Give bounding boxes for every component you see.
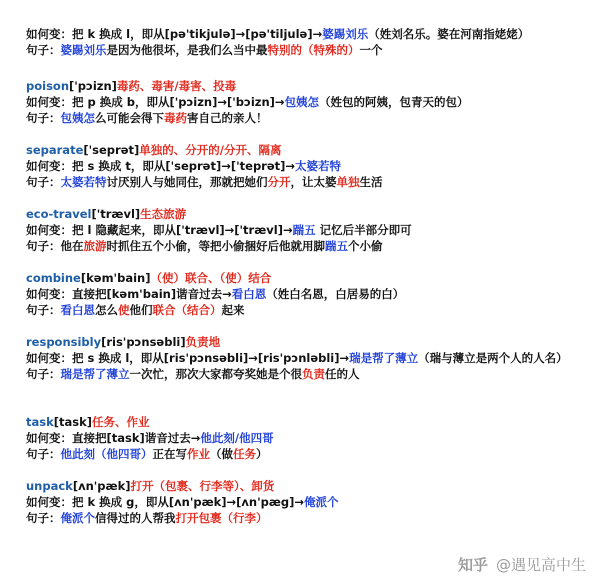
text-segment: 如何变：直接把[task]谐音过去→	[26, 431, 201, 445]
mnemonic-highlight: 看白恩	[60, 303, 95, 317]
mnemonic-highlight: 包姨怎	[284, 95, 320, 109]
meaning-highlight: 单独的、分开的/分开、隔离	[139, 143, 282, 157]
meaning-highlight: 作业	[187, 447, 210, 461]
text-segment: [kəm'bain]	[80, 271, 151, 285]
mnemonic-highlight: 他此刻（他四哥）	[60, 447, 153, 461]
text-segment: （姓包的阿姨，包青天的包）	[319, 95, 469, 109]
text-segment: 句子：	[26, 511, 61, 525]
entry-line	[26, 334, 586, 350]
entry-line	[26, 158, 586, 174]
meaning-highlight: 生态旅游	[140, 207, 187, 221]
text-segment: 么可能会得下	[95, 111, 164, 125]
mnemonic-highlight: 看白恩	[231, 287, 267, 301]
mnemonic-highlight: 瑞是帮了薄立	[60, 367, 130, 381]
meaning-highlight: 打开（包裹、行李等）、卸货	[130, 479, 275, 493]
entry-line	[26, 206, 586, 222]
text-segment: 信得过的人帮我	[95, 511, 176, 525]
entry-line	[26, 174, 586, 190]
entry-line	[26, 350, 586, 366]
entry-line	[26, 238, 586, 254]
text-segment: 起来	[221, 303, 245, 317]
text-segment: 句子：	[26, 447, 61, 461]
text-segment: 句子：	[26, 303, 61, 317]
entry-line	[26, 430, 586, 446]
text-segment: 时抓住五个小偷，等把小偷捆好后他就用脚	[106, 239, 325, 253]
entry-separate	[26, 142, 586, 190]
text-segment: （做	[210, 447, 233, 461]
meaning-highlight: 毒药、毒害/毒害、投毒	[116, 79, 237, 93]
meaning-highlight: 打开包裹（行李）	[175, 511, 268, 525]
mnemonic-highlight: 瑞是帮了薄立	[349, 351, 419, 365]
meaning-highlight: 特别的（特殊的）	[267, 43, 360, 57]
meaning-highlight: 使	[118, 303, 130, 317]
text-segment: ，让太婆	[290, 175, 337, 189]
meaning-highlight: 旅游	[83, 239, 107, 253]
text-segment: 如何变：把 k 换成 g，即从[ʌn'pæk]→[ʌn'pæg]→	[26, 495, 305, 509]
mnemonic-highlight: 婆踢刘乐	[60, 43, 107, 57]
meaning-highlight: （使）联合、（使）结合	[150, 271, 272, 285]
text-segment: ['pɔizn]	[69, 79, 117, 93]
entry-line	[26, 78, 586, 94]
entry-line	[26, 414, 586, 430]
headword: separate	[26, 143, 84, 157]
text-segment: 句子：	[26, 367, 61, 381]
text-segment: 害自己的亲人！	[187, 111, 268, 125]
entry-line	[26, 270, 586, 286]
headword: poison	[26, 79, 70, 93]
headword: unpack	[26, 479, 73, 493]
headword: task	[26, 415, 54, 429]
meaning-highlight: 分开	[267, 175, 291, 189]
entry-task	[26, 414, 586, 462]
watermark-author: @遇见高中生	[495, 556, 586, 574]
text-segment: 记忆后半部分即可	[315, 223, 412, 237]
text-segment: 一次忙，那次大家都夸奖她是个很	[129, 367, 302, 381]
entry-responsibly	[26, 334, 586, 382]
mnemonic-highlight: 俺派个	[304, 495, 339, 509]
meaning-highlight: 毒药	[164, 111, 187, 125]
entry-line	[26, 222, 586, 238]
headword: combine	[26, 271, 81, 285]
text-segment: 一个	[359, 43, 383, 57]
text-segment: ['trævl]	[91, 207, 141, 221]
entry-line	[26, 302, 586, 318]
entry-unpack	[26, 478, 586, 526]
text-segment: 他们	[129, 303, 153, 317]
text-segment: 如何变：直接把[kəm'bain]谐音过去→	[26, 287, 232, 301]
entry-line	[26, 26, 586, 42]
meaning-highlight: 负责地	[185, 335, 221, 349]
text-segment: [ʌn'pæk]	[72, 479, 131, 493]
entry-combine	[26, 270, 586, 318]
meaning-highlight: 联合（结合）	[152, 303, 222, 317]
entry-eco-travel	[26, 206, 586, 254]
entry-line	[26, 286, 586, 302]
text-segment: 如何变：把 s 换成 l，即从[ris'pɔnsəbli]→[ris'pɔnləbli]→	[26, 351, 350, 365]
meaning-highlight: 任务	[233, 447, 256, 461]
entry-1	[26, 26, 586, 58]
headword: responsibly	[26, 335, 102, 349]
text-segment: 句子：	[26, 111, 61, 125]
text-segment: 如何变：把 k 换成 l，即从[pə'tikjulə]→[pə'tiljulə]→	[26, 27, 323, 41]
text-segment: 句子：	[26, 175, 61, 189]
entry-line	[26, 366, 586, 382]
zhihu-logo: 知乎	[457, 556, 488, 574]
text-segment: 任的人	[325, 367, 360, 381]
meaning-highlight: 负责	[302, 367, 325, 381]
headword: eco-travel	[26, 207, 92, 221]
text-segment: 如何变：把 p 换成 b，即从['pɔizn]→['bɔizn]→	[26, 95, 285, 109]
mnemonic-highlight: 踹五	[292, 223, 316, 237]
entry-poison	[26, 78, 586, 126]
text-segment: ）	[256, 447, 268, 461]
entry-line	[26, 142, 586, 158]
text-segment: 如何变：把 l 隐藏起来，即从['trævl]→['trævl]→	[26, 223, 293, 237]
mnemonic-highlight: 踹五	[325, 239, 348, 253]
text-segment: 生活	[359, 175, 383, 189]
text-segment: 个小偷	[348, 239, 383, 253]
mnemonic-highlight: 俺派个	[60, 511, 95, 525]
text-segment: 如何变：把 s 换成 t，即从['seprət]→['teprət]→	[26, 159, 296, 173]
text-segment: 讨厌别人与她同住，那就把她们	[106, 175, 268, 189]
text-segment: [task]	[53, 415, 93, 429]
text-segment: （姓刘名乐。婆在河南指姥姥）	[368, 27, 530, 41]
text-segment: （瑞与薄立是两个人的人名）	[418, 351, 568, 365]
mnemonic-highlight: 他此刻/他四哥	[200, 431, 274, 445]
mnemonic-highlight: 包姨怎	[60, 111, 95, 125]
text-segment: 怎么	[95, 303, 118, 317]
entry-line	[26, 446, 586, 462]
entry-line	[26, 494, 586, 510]
entry-line	[26, 42, 586, 58]
meaning-highlight: 任务、作业	[92, 415, 150, 429]
meaning-highlight: 单独	[336, 175, 360, 189]
entry-line	[26, 478, 586, 494]
text-segment: 句子：	[26, 43, 61, 57]
entry-line	[26, 110, 586, 126]
text-segment: 正在写	[152, 447, 187, 461]
mnemonic-highlight: 太婆若特	[295, 159, 342, 173]
text-segment: ['seprət]	[83, 143, 140, 157]
text-segment: （姓白名恩，白居易的白）	[266, 287, 405, 301]
zhihu-watermark	[458, 554, 586, 575]
mnemonic-highlight: 太婆若特	[60, 175, 107, 189]
text-segment: 句子：他在	[26, 239, 84, 253]
text-segment: [ris'pɔnsəbli]	[101, 335, 186, 349]
entry-line	[26, 510, 586, 526]
text-segment: 是因为他很坏，是我们么当中最	[106, 43, 268, 57]
entry-line	[26, 94, 586, 110]
mnemonic-highlight: 婆踢刘乐	[322, 27, 369, 41]
